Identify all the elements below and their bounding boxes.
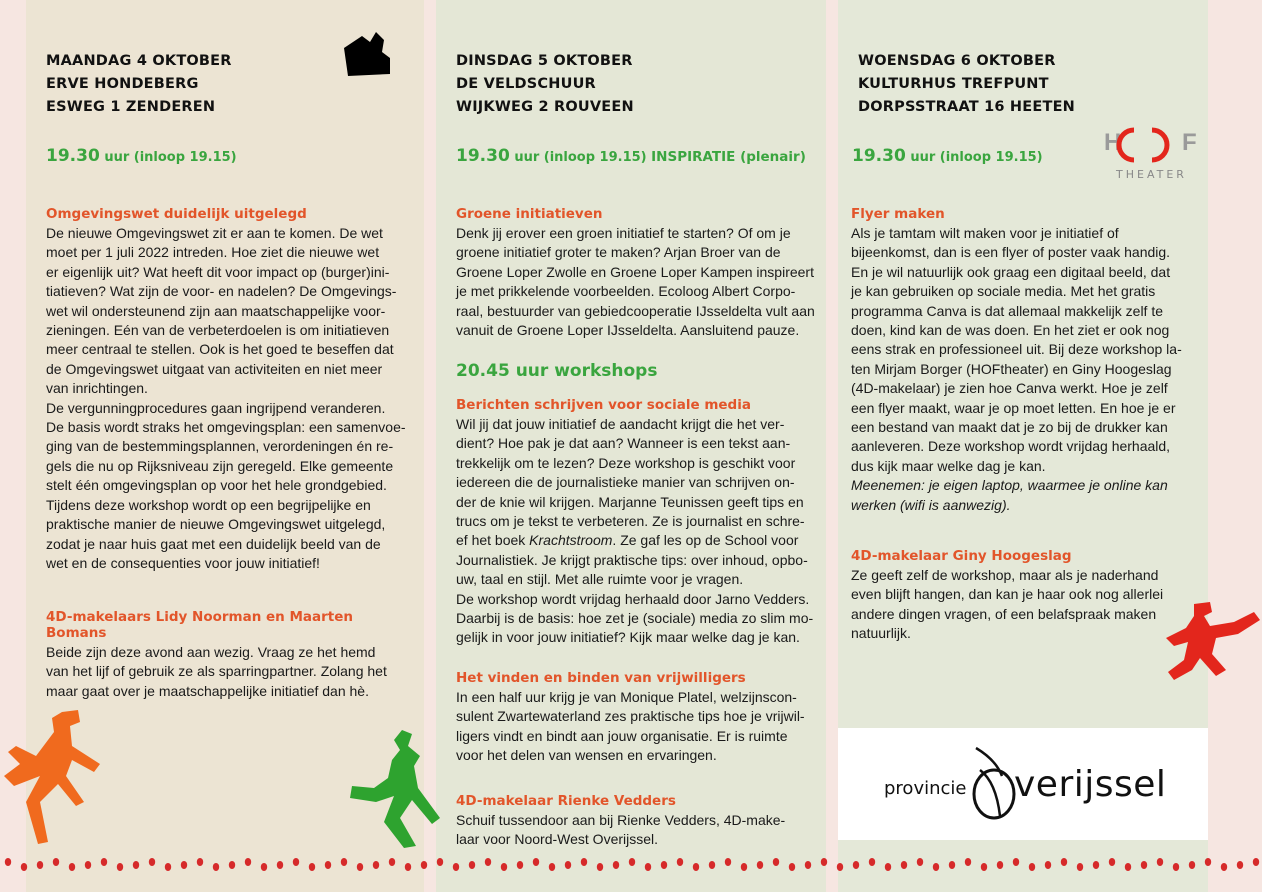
border-dot [1237, 861, 1243, 869]
tuesday-header [456, 50, 806, 119]
border-dot [677, 858, 683, 866]
monday-address: ESWEG 1 ZENDEREN [46, 99, 216, 115]
border-dot [437, 858, 443, 866]
border-dot [981, 863, 987, 871]
border-dot [1061, 858, 1067, 866]
border-dot [581, 858, 587, 866]
border-dot [901, 861, 907, 869]
section-title: Het vinden en binden van vrijwilligers [456, 670, 746, 686]
wednesday-venue: KULTURHUS TREFPUNT [858, 76, 1049, 92]
border-dot [869, 858, 875, 866]
border-dot [421, 861, 427, 869]
border-dot [485, 858, 491, 866]
tuesday-section-groen [456, 206, 816, 340]
border-dot [1029, 863, 1035, 871]
tuesday-venue: DE VELDSCHUUR [456, 76, 596, 92]
border-dot [949, 861, 955, 869]
border-dot [1109, 858, 1115, 866]
section-title: 4D-makelaar Rienke Vedders [456, 793, 676, 809]
section-body: Ze geeft zelf de workshop, maar als je naderhand even blijft hangen, dan kan je haar ook nog allerlei andere dingen vragen, of een belafspraak maken natuurlijk. [851, 567, 1164, 642]
border-dot [885, 863, 891, 871]
border-dot [277, 861, 283, 869]
section-title: 4D-makelaars Lidy Noorman en Maarten Bomans [46, 609, 354, 641]
wednesday-header [858, 50, 1188, 119]
tuesday-date: DINSDAG 5 OKTOBER [456, 53, 633, 69]
location-marker-icon [340, 28, 400, 80]
border-dot [181, 861, 187, 869]
green-running-figure-icon [342, 726, 442, 850]
section-body: In een half uur krijg je van Monique Platel, welzijnscon- sulent Zwartewaterland zes praktische tips hoe je vrijwil- ligers vindt en bindt aan jouw organisatie. Er is ruimte voor het delen van wensen en ervaringen. [456, 689, 805, 764]
section-body: Schuif tussendoor aan bij Rienke Vedders, 4D-make- laar voor Noord-West Overijssel. [456, 812, 786, 848]
tuesday-address: WIJKWEG 2 ROUVEEN [456, 99, 634, 115]
border-dot [101, 858, 107, 866]
border-dot [389, 858, 395, 866]
border-dot [293, 858, 299, 866]
section-body: De nieuwe Omgevingswet zit er aan te komen. De wet moet per 1 juli 2022 intreden. Hoe ziet die nieuwe wet er eigenlijk uit? Wat heeft dit voor impact op (burger)ini- tiatieven? Wat zijn de voor- en nadelen? De Omgevings- wet wil ondersteunend zijn aan maatschappelijke voor- zieningen. Eén van de verbeterdoelen is om initiatieven meer centraal te stellen. Ook is het goed te beseffen dat de Omgevingswet uitgaat van activiteiten en niet meer van inrichtingen. De vergunningprocedures gaan ingrijpend veranderen. De basis wordt straks het omgevingsplan: een samenvoe- ging van de bestemmingsplannen, verordeningen én re- gels die nu op Rijksniveau zijn geregeld. Elke gemeente stelt één omgevingsplan op voor het hele grondgebied. Tijdens deze workshop wordt op een begrijpelijke en praktische manier de nieuwe Omgevingswet uitgelegd, zodat je naar huis gaat met een duidelijk beeld van de wet en de consequenties voor jouw initiatief! [46, 225, 406, 571]
border-dot [117, 863, 123, 871]
tuesday-section-sociale-media [456, 397, 816, 648]
tuesday-section-vrijwilligers [456, 670, 816, 766]
monday-section-makelaars [46, 609, 412, 701]
border-dot [645, 863, 651, 871]
border-dot [1045, 861, 1051, 869]
border-dot [1141, 861, 1147, 869]
border-dot [693, 863, 699, 871]
border-dot [565, 861, 571, 869]
border-dot [453, 863, 459, 871]
border-dot [133, 861, 139, 869]
border-dot [469, 861, 475, 869]
border-dot [1205, 858, 1211, 866]
section-body: Wil jij dat jouw initiatief de aandacht krijgt die het ver- dient? Hoe pak je dat aan? Wanneer is een tekst aan- trekkelijk om te lezen? Deze workshop is geschikt voor iedereen die de journalistieke manier van schrijven on- der de knie wil krijgen. Marjanne Teunissen geeft tips en trucs om je tekst te verbeteren. Ze is journalist en schre- ef het boek Krachtstroom. Ze gaf les op de School voor Journalistiek. Je krijgt praktische tips: over inhoud, opbo- uw, taal en stijl. Met alle ruimte voor je vragen. De workshop wordt vrijdag herhaald door Jarno Vedders. Daarbij is de basis: hoe zet je (sociale) media zo slim mo- gelijk in voor jouw initiatief? Kijk maar welke dag je kan. [456, 416, 814, 646]
monday-time: 19.30 uur (inloop 19.15) [46, 146, 237, 166]
section-title: Omgevingswet duidelijk uitgelegd [46, 206, 307, 222]
border-dot [149, 858, 155, 866]
monday-venue: ERVE HONDEBERG [46, 76, 199, 92]
orange-running-figure-icon [0, 706, 112, 846]
section-title: 4D-makelaar Giny Hoogeslag [851, 548, 1072, 564]
border-dot [725, 858, 731, 866]
border-dot [965, 858, 971, 866]
border-dot [1013, 858, 1019, 866]
section-body: Beide zijn deze avond aan wezig. Vraag ze het hemd van het lijf of gebruik ze als sparringpartner. Zolang het maar gaat over je maatschappelijke initiatief dan hè. [46, 644, 387, 699]
border-dot [549, 863, 555, 871]
workshops-heading: 20.45 uur workshops [456, 361, 658, 381]
svg-text:F: F [1182, 129, 1197, 156]
tuesday-section-rienke [456, 793, 816, 850]
border-dot [997, 861, 1003, 869]
border-dot [37, 861, 43, 869]
border-dot [245, 858, 251, 866]
border-dot [21, 863, 27, 871]
border-dot [341, 858, 347, 866]
border-dot [741, 863, 747, 871]
border-dot [1253, 858, 1259, 866]
border-dot [613, 861, 619, 869]
border-dot [1093, 861, 1099, 869]
border-dot [405, 863, 411, 871]
border-dot [165, 863, 171, 871]
border-dot [85, 861, 91, 869]
border-dot [229, 861, 235, 869]
border-dot [757, 861, 763, 869]
section-body: Als je tamtam wilt maken voor je initiatief of bijeenkomst, dan is een flyer of poster vaak handig. En je wil natuurlijk ook graag een digitaal beeld, dat je kan gebruiken op sociale media. Met het gratis programma Canva is dat allemaal makkelijk zelf te doen, kind kan de was doen. En het ziet er ook nog eens strak en professioneel uit. Bij deze workshop la- ten Mirjam Borger (HOFtheater) en Giny Hoogeslag (4D-makelaar) je zien hoe Canva werkt. Hoe je zelf een flyer maakt, waar je op moet letten. En hoe je er een bestand van maakt dat je zo bij de drukker kan aanleveren. Deze workshop wordt vrijdag herhaald, dus kijk maar welke dag je kan. Meenemen: je eigen laptop, waarmee je online kan werken (wifi is aanwezig). [851, 225, 1182, 513]
wednesday-time: 19.30 uur (inloop 19.15) [852, 146, 1043, 166]
wednesday-section-giny [851, 548, 1201, 644]
border-dot [1077, 863, 1083, 871]
border-dot [1189, 861, 1195, 869]
border-dot [373, 861, 379, 869]
border-dot [821, 858, 827, 866]
border-dot [661, 861, 667, 869]
border-dot [69, 863, 75, 871]
svg-text:H: H [1104, 129, 1122, 156]
border-dot [773, 858, 779, 866]
border-dot [213, 863, 219, 871]
section-title: Groene initiatieven [456, 206, 603, 222]
border-dot [1125, 863, 1131, 871]
border-dot [853, 861, 859, 869]
border-dot [309, 863, 315, 871]
overijssel-o-icon [966, 742, 1018, 826]
border-dot [709, 861, 715, 869]
monday-date: MAANDAG 4 OKTOBER [46, 53, 232, 69]
section-title: Flyer maken [851, 206, 945, 222]
red-running-figure-icon [1164, 600, 1262, 682]
border-dot [1157, 858, 1163, 866]
border-dot [357, 863, 363, 871]
border-dot [789, 863, 795, 871]
border-dot [501, 863, 507, 871]
border-dot [261, 863, 267, 871]
border-dot [517, 861, 523, 869]
border-dot [917, 858, 923, 866]
wednesday-date: WOENSDAG 6 OKTOBER [858, 53, 1056, 69]
border-dot [53, 858, 59, 866]
dotted-border [0, 850, 1262, 880]
border-dot [597, 863, 603, 871]
tuesday-time: 19.30 uur (inloop 19.15) INSPIRATIE (plenair) [456, 146, 806, 166]
border-dot [805, 861, 811, 869]
section-title: Berichten schrijven voor sociale media [456, 397, 751, 413]
border-dot [629, 858, 635, 866]
border-dot [1173, 863, 1179, 871]
monday-section-omgevingswet [46, 206, 408, 573]
border-dot [837, 863, 843, 871]
hof-theater-logo: H F THEATER [1098, 120, 1208, 184]
provincie-overijssel-logo: provincie verijssel [838, 728, 1208, 840]
border-dot [533, 858, 539, 866]
border-dot [1221, 863, 1227, 871]
wednesday-section-flyer [851, 206, 1201, 515]
wednesday-address: DORPSSTRAAT 16 HEETEN [858, 99, 1076, 115]
border-dot [197, 858, 203, 866]
border-dot [933, 863, 939, 871]
border-dot [325, 861, 331, 869]
border-dot [5, 858, 11, 866]
section-body: Denk jij erover een groen initiatief te starten? Of om je groene initiatief groter te maken? Arjan Broer van de Groene Loper Zwolle en Groene Loper Kampen inspireert je met prikkelende voorbeelden. Ecoloog Albert Corpo- raal, bestuurder van gebiedcooperatie IJsseldelta vult aan vanuit de Groene Loper IJsseldelta. Aansluitend pauze. [456, 225, 815, 339]
